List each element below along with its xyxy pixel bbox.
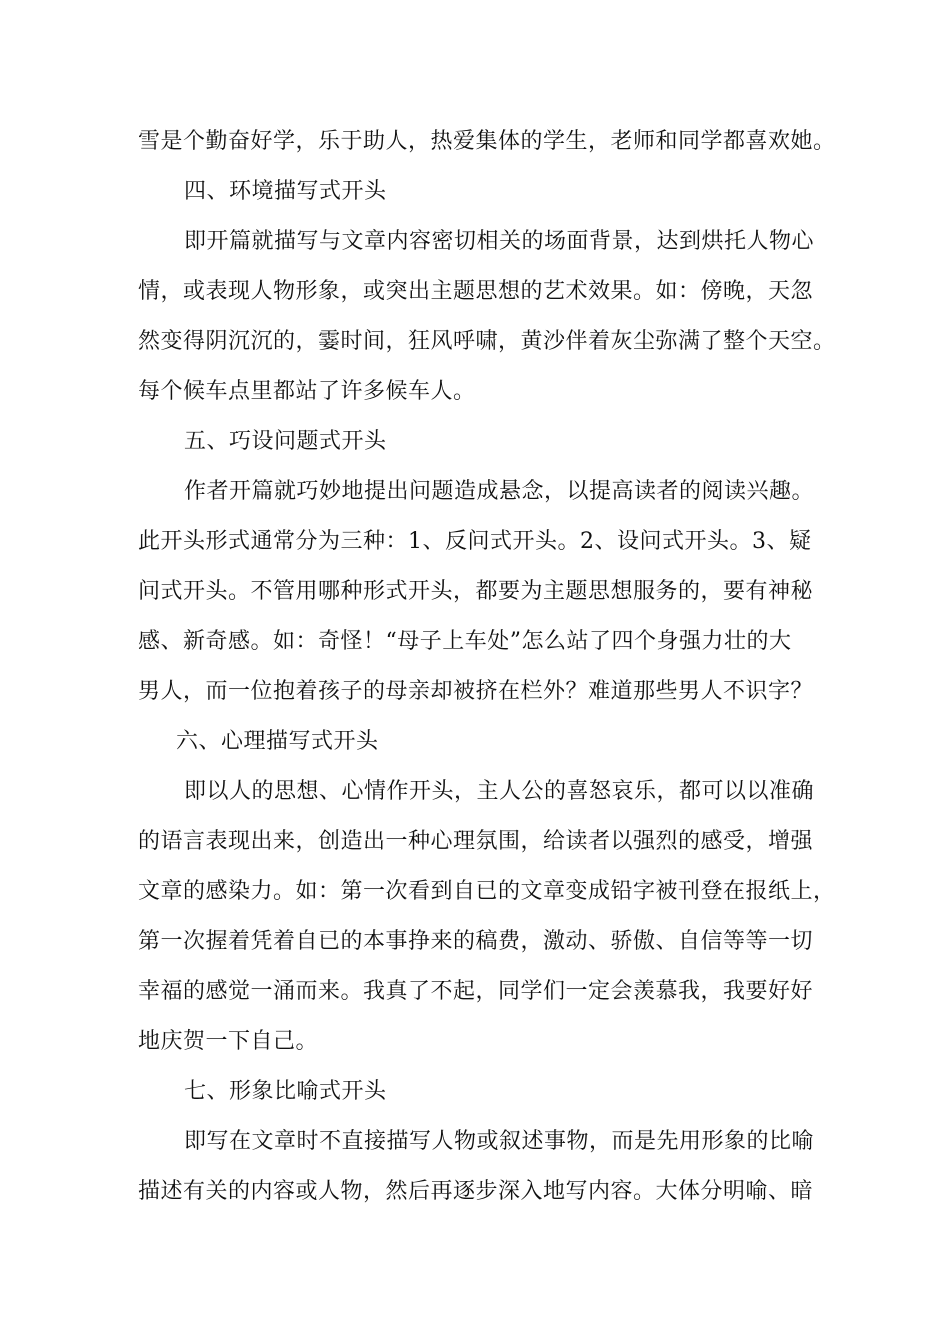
section-heading: 七、形象比喻式开头 [184,1079,387,1104]
body-line: 的语言表现出来，创造出一种心理氛围，给读者以强烈的感受，增强 [138,829,814,854]
section-heading: 五、巧设问题式开头 [184,429,387,454]
body-line: 即开篇就描写与文章内容密切相关的场面背景，达到烘托人物心 [184,229,815,254]
body-line: 男人，而一位抱着孩子的母亲却被挤在栏外？难道那些男人不识字？ [138,679,814,704]
section-heading: 四、环境描写式开头 [184,179,387,204]
body-line: 然变得阴沉沉的，霎时间，狂风呼啸，黄沙伴着灰尘弥满了整个天空。 [138,329,836,354]
section-heading: 六、心理描写式开头 [176,729,379,754]
body-line: 即以人的思想、心情作开头，主人公的喜怒哀乐，都可以以准确 [184,779,815,804]
body-line: 文章的感染力。如：第一次看到自已的文章变成铅字被刊登在报纸上， [138,879,836,904]
body-line: 情，或表现人物形象，或突出主题思想的艺术效果。如：傍晚，天忽 [138,279,814,304]
body-line: 描述有关的内容或人物，然后再逐步深入地写内容。大体分明喻、暗 [138,1179,814,1204]
body-line: 感、新奇感。如：奇怪！“母子上车处”怎么站了四个身强力壮的大 [138,629,792,654]
body-line: 幸福的感觉一涌而来。我真了不起，同学们一定会羡慕我，我要好好 [138,979,814,1004]
body-line: 每个候车点里都站了许多候车人。 [138,379,476,404]
body-line: 雪是个勤奋好学，乐于助人，热爱集体的学生，老师和同学都喜欢她。 [138,129,836,154]
body-line: 第一次握着凭着自已的本事挣来的稿费，激动、骄傲、自信等等一切 [138,929,814,954]
body-line: 此开头形式通常分为三种：1、反问式开头。2、设问式开头。3、疑 [138,529,812,554]
body-line: 问式开头。不管用哪种形式开头，都要为主题思想服务的，要有神秘 [138,579,814,604]
body-line: 作者开篇就巧妙地提出问题造成悬念，以提高读者的阅读兴趣。 [184,479,815,504]
body-line: 即写在文章时不直接描写人物或叙述事物，而是先用形象的比喻 [184,1129,815,1154]
body-line: 地庆贺一下自己。 [138,1029,319,1054]
